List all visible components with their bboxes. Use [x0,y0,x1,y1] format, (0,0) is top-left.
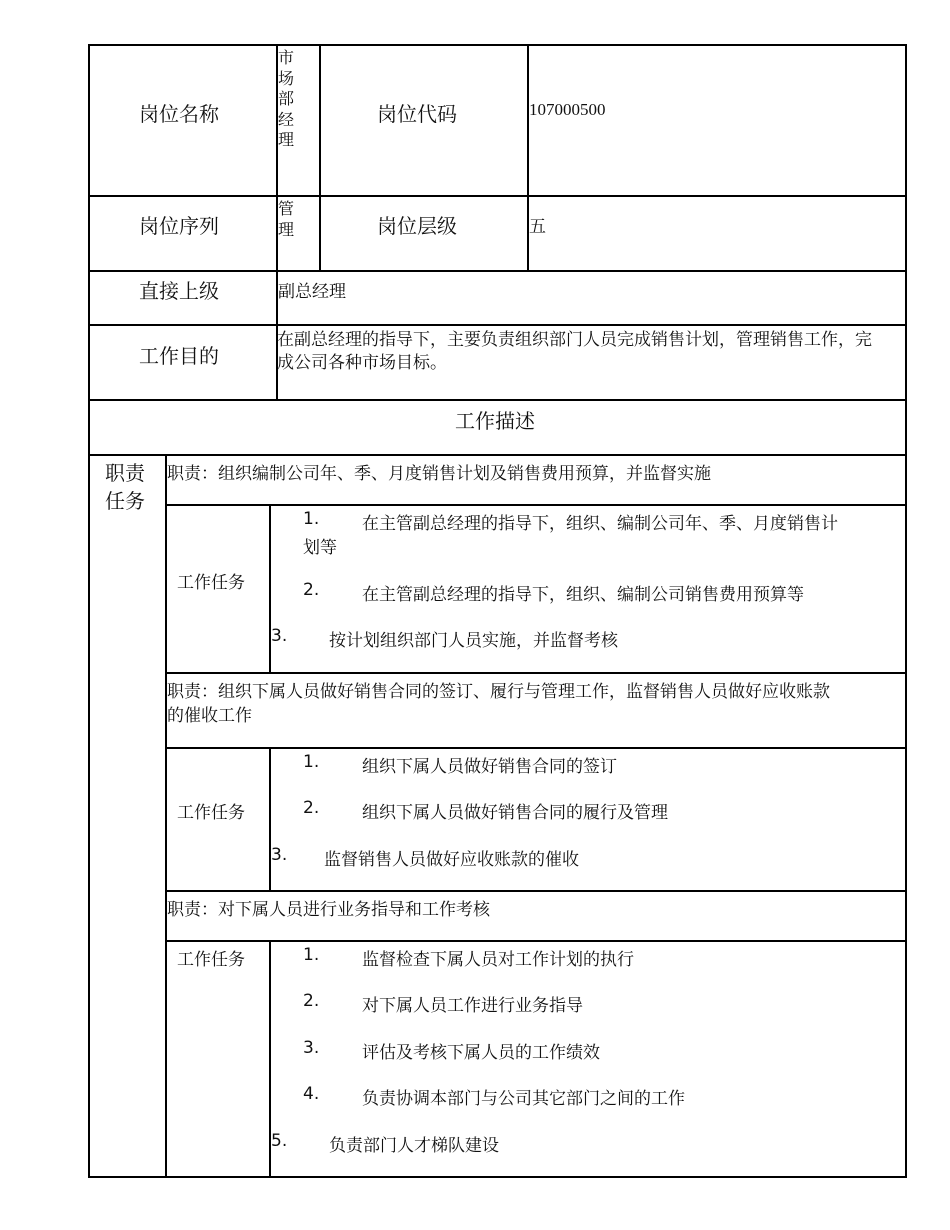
position-name-label: 岗位名称 [139,102,219,126]
duty-2-task-2-text: 组织下属人员做好销售合同的履行及管理 [362,803,668,823]
position-code-label: 岗位代码 [377,102,457,126]
position-code-value: 107000500 [529,100,606,119]
duty-1-task-3-num: 3. [271,626,288,646]
position-level-label: 岗位层级 [377,214,457,238]
duty-1-text: 职责：组织编制公司年、季、月度销售计划及销售费用预算，并监督实施 [167,464,711,484]
supervisor-label: 直接上级 [139,279,219,303]
duty-2-text: 职责：组织下属人员做好销售合同的签订、履行与管理工作，监督销售人员做好应收账款 [167,682,830,702]
duty-1-task-2-num: 2. [303,580,320,600]
supervisor-value: 副总经理 [278,282,346,302]
position-series-label: 岗位序列 [139,214,219,238]
duty-3-task-2-num: 2. [303,991,320,1011]
duty-2-task-3-num: 3. [271,845,288,865]
duty-1-task-1-num: 1. [303,509,320,529]
duty-2-text-cont: 的催收工作 [167,706,252,726]
duty-1-task-1-text-cont: 划等 [303,538,337,558]
duty-1-tasks-label: 工作任务 [177,573,245,593]
duty-3-task-1-text: 监督检查下属人员对工作计划的执行 [362,950,634,970]
position-series-value: 管理 [278,199,295,239]
duty-3-task-3-text: 评估及考核下属人员的工作绩效 [362,1043,600,1063]
duty-3-task-4-num: 4. [303,1084,320,1104]
duty-3-task-4-text: 负责协调本部门与公司其它部门之间的工作 [362,1089,685,1109]
duties-label: 职责任务 [105,461,145,513]
position-name-value: 市场部经理 [278,48,295,149]
duty-2-task-3-text: 监督销售人员做好应收账款的催收 [324,850,579,870]
duty-1-task-2-text: 在主管副总经理的指导下，组织、编制公司销售费用预算等 [362,585,804,605]
duty-3-task-5-text: 负责部门人才梯队建设 [329,1136,499,1156]
duty-2-tasks-label: 工作任务 [177,803,245,823]
duty-3-task-3-num: 3. [303,1038,320,1058]
duty-2-task-1-num: 1. [303,752,320,772]
duty-1-task-1-text: 在主管副总经理的指导下，组织、编制公司年、季、月度销售计 [362,514,838,534]
position-level-value: 五 [529,217,546,237]
duty-1-task-3-text: 按计划组织部门人员实施，并监督考核 [329,631,618,651]
duty-3-task-1-num: 1. [303,945,320,965]
purpose-value: 在副总经理的指导下，主要负责组织部门人员完成销售计划，管理销售工作，完成公司各种市场目标。 [277,330,872,373]
duty-3-task-2-text: 对下属人员工作进行业务指导 [362,996,583,1016]
purpose-label: 工作目的 [139,344,219,368]
duty-3-task-5-num: 5. [271,1131,288,1151]
duty-3-text: 职责：对下属人员进行业务指导和工作考核 [167,900,490,920]
duty-2-task-1-text: 组织下属人员做好销售合同的签订 [362,757,617,777]
description-title: 工作描述 [455,409,535,433]
duty-2-task-2-num: 2. [303,798,320,818]
duty-3-tasks-label: 工作任务 [177,950,245,970]
